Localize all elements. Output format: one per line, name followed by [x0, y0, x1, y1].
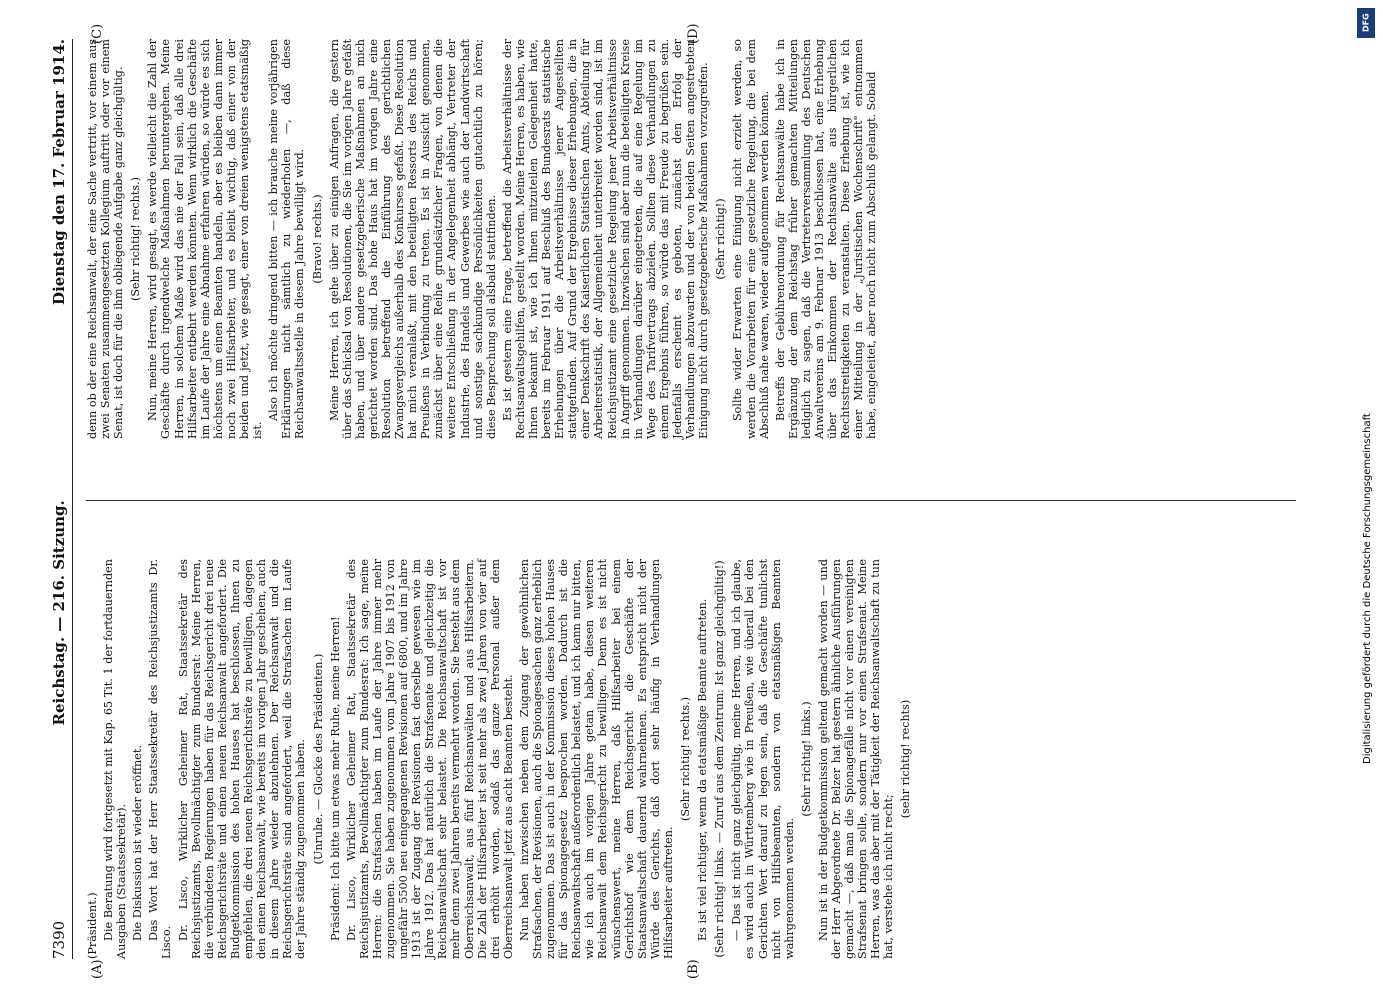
- interjection: (Sehr richtig! rechts.): [129, 176, 143, 302]
- interjection: (Sehr richtig!): [714, 198, 728, 280]
- paragraph: Sollte wider Erwarten eine Einigung nicht erzielt werden, so werden die Vorarbeiten für eine gesetzliche Regelung, die bei dem Abschluß nahe waren, wieder aufgenommen werden können.: [731, 39, 771, 439]
- paragraph: Nun, meine Herren, wird gesagt, es werde vielleicht die Zahl der Geschäfte durch irgendwelche Maßnahmen heruntergehen. Meine Herren, in solchem Maße wird das nie der Fall sein, daß alle drei Hilfsarbeiter entbehrt werden könnten. Wenn wirklich die Geschäfte im Laufe der Jahre eine Abnahme erfahren würden, so würde es sich höchstens um einen Beamten handeln, aber es bleiben dann immer noch zwei Hilfsarbeiter, und es bleibt wichtig, daß einer von der beiden und jetzt, wie gesagt, einer von dreien wenigstens etatsmäßig ist.: [146, 39, 265, 439]
- interjection: (sehr richtig! rechts): [899, 699, 913, 819]
- paragraph: Die Diskussion ist wieder eröffnet.: [131, 745, 145, 941]
- dfg-logo: DFG: [1357, 8, 1375, 38]
- page-number: 7390: [50, 920, 68, 959]
- paragraph: Das Wort hat der Herr Staatssekretär des Reichsjustizamts Dr. Lisco.: [147, 559, 174, 959]
- paragraph: — Das ist nicht ganz gleichgültig, meine Herren, und ich glaube, es wird auch in Württemberg wie in Preußen, wie überall bei den Gerichten Wert darauf zu legen sein, daß die Geschäfte tunlichst nicht von Hilfsbeamten, sondern von etatsmäßigen Beamten wahrgenommen werden.: [730, 559, 796, 959]
- marker-b: (B): [686, 959, 701, 979]
- paragraph: Die Beratung wird fortgesetzt mit Kap. 65 Tit. 1 der fortdauernden Ausgaben (Staatssekretär).: [102, 559, 129, 959]
- paragraph: Nun haben inzwischen neben dem Zugang der gewöhnlichen Strafsachen, der Revisionen, auch die Spionagesachen ganz erheblich zugenommen. Das ist auch in der Kommission dieses hohen Hauses für das Spionagegesetz besprochen worden. Dadurch ist die Reichsanwaltschaft außerordentlich belastet, und ich kann nur bitten, wie ich auch im vorigen Jahre getan habe, diesen weiteren Reichsanwalt dem Reichsgericht zu bewilligen. Denn es ist nicht wünschenswert, meine Herren, daß Hilfsarbeiter bei einem Gerichtshof wie dem Reichsgericht die Geschäfte der Staatsanwaltschaft dauernd wahrnehmen. Es entspricht nicht der Würde des Gerichts, daß dort sehr häufig in Verhandlungen Hilfsarbeiter auftreten.: [517, 559, 675, 959]
- paragraph: Betreffs der Gebührenordnung für Rechtsanwälte habe ich in Ergänzung der dem Reichstag früher gemachten Mitteilungen lediglich zu sagen, daß die Vertreterversammlung des Deutschen Anwaltvereins am 9. Februar 1913 beschlossen hat, eine Erhebung über das Einkommen der Rechtsanwälte aus bürgerlichen Rechtsstreitigkeiten zu veranstalten. Diese Erhebung ist, wie ich einer Mitteilung in der „Juristischen Wochenschrift" entnommen habe, eingeleitet, aber noch nicht zum Abschluß gelangt. Sobald: [773, 39, 879, 439]
- header-date: Dienstag den 17. Februar 1914.: [50, 39, 68, 305]
- paragraph: Es ist viel richtiger, wenn da etatsmäßige Beamte auftreten.: [696, 598, 710, 941]
- paragraph: Es ist gestern eine Frage, betreffend die Arbeitsverhältnisse der Rechtsanwaltsgehilfen, gestellt worden. Meine Herren, es haben, wie Ihnen bekannt ist, wie ich Ihnen mitzuteilen Gelegenheit hatte, bereits im Februar 1911 auf Beschluß des Bundesrats statistische Erhebungen über die Arbeitsverhältnisse jener Angestellten stattgefunden. Auf Grund der Ergebnisse dieser Erhebungen, die in einer Denkschrift des Kaiserlichen Statistischen Amts, Abteilung für Arbeiterstatistik, der Allgemeinheit unterbreitet worden sind, ist im Reichsjustizamt eine gesetzliche Regelung jener Arbeitsverhältnisse in Angriff genommen. Inzwischen sind aber nun die beteiligten Kreise in Verhandlungen darüber eingetreten, die auf eine Regelung im Wege des Tarifvertrags abzielen. Sollten diese Verhandlungen zu einem Ergebnis führen, so würde das mit Freude zu begrüßen sein. Jedenfalls erscheint es geboten, zunächst den Erfolg der Verhandlungen abzuwarten und der von beiden Seiten angestrebten Einigung nicht durch gesetzgeberische Maßnahmen vorzugreifen.: [500, 39, 711, 439]
- paragraph: Meine Herren, ich gehe über zu einigen Anfragen, die gestern über das Schicksal von Resolutionen, die Sie im vorigen Jahre gefaßt haben, und über andere gesetzgeberische Maßnahmen an mich gerichtet worden sind. Das hohe Haus hat im vorigen Jahre eine Resolution betreffend die Einführung des gerichtlichen Zwangsvergleichs außerhalb des Konkurses gefaßt. Diese Resolution hat mich veranlaßt, mit den beteiligten Ressorts des Reichs und Preußens in Verbindung zu treten. Es ist in Aussicht genommen, zunächst über eine Reihe grundsätzlicher Fragen, von denen die weitere Entschließung in der Angelegenheit abhängt, Vertreter der Industrie, des Handels und Gewerbes wie auch der Landwirtschaft und sonstige sachkundige Persönlichkeiten gutachtlich zu hören; diese Besprechung soll alsbald stattfinden.: [327, 39, 498, 439]
- interjection: (Sehr richtig! links. — Zuruf aus dem Zentrum: Ist ganz gleichgültig!): [713, 560, 727, 958]
- marker-d: (D): [686, 23, 701, 44]
- page-header: [46, 39, 73, 959]
- marker-c: (C): [90, 23, 105, 44]
- digitization-credit: Digitalisierung gefördert durch die Deutsche Forschungsgemeinschaft: [1362, 413, 1373, 764]
- paragraph: Nun ist in der Budgetkommission geltend gemacht worden — und der Herr Abgeordnete Dr. Belzer hat gestern ähnliche Ausführungen gemacht —, daß man die Spionagefälle nicht vor einen vereinigten Strafsenat bringen solle, sondern nur vor einen Strafsenat. Meine Herren, was das aber mit der Tätigkeit der Reichsanwaltschaft zu tun hat, verstehe ich nicht recht;: [816, 559, 896, 959]
- marker-a: (A): [90, 959, 105, 979]
- paragraph: Also ich möchte dringend bitten — ich brauche meine vorjährigen Erklärungen nicht sämtlich zu wiederholen —, daß diese Reichsanwaltsstelle in diesem Jahre bewilligt wird.: [267, 39, 307, 439]
- right-column: [86, 39, 1296, 439]
- digitization-sidebar: [1355, 8, 1377, 993]
- paragraph: Dr. Lisco, Wirklicher Geheimer Rat, Staatssekretär des Reichsjustizamts, Bevollmächtigter zum Bundesrat: Ich sage, meine Herren: die Strafsachen haben im Laufe der Jahre immer mehr zugenommen. Sie haben zugenommen vom Jahre 1907 bis 1912 von ungefähr 5500 neu eingegangenen Revisionen auf 6800, und im Jahre 1913 ist der Zugang der Revisionen fast derselbe gewesen wie im Jahre 1912. Das hat natürlich die Strafsenate und gleichzeitig die Reichsanwaltschaft sehr belastet. Die Reichsanwaltschaft ist vor mehr denn zwei Jahren bereits vermehrt worden. Sie besteht aus dem Oberreichsanwalt, aus fünf Reichsanwälten und aus Hilfsarbeitern. Die Zahl der Hilfsarbeiter ist seit mehr als zwei Jahren von vier auf drei erhöht worden, sodaß das ganze Personal außer dem Oberreichsanwalt jetzt aus acht Beamten besteht.: [344, 559, 515, 959]
- paragraph: Dr. Lisco, Wirklicher Geheimer Rat, Staatssekretär des Reichsjustizamts, Bevollmächtigter zum Bundesrat: Meine Herren, die verbündeten Regierungen haben für das Reichsgericht drei neue Reichsgerichtsräte und einen neuen Reichsanwalt angefordert. Die Budgetkommission des hohen Hauses hat beschlossen, Ihnen zu empfehlen, die drei neuen Reichsgerichtsräte zu bewilligen, dagegen den einen Reichsanwalt, wie bereits im vorigen Jahr geschehen, auch in diesem Jahre wieder abzulehnen. Der Reichsanwalt und die Reichsgerichtsräte sind angefordert, weil die Strafsachen im Laufe der Jahre ständig zugenommen haben.: [176, 559, 308, 959]
- column-divider: [86, 500, 1296, 501]
- left-column: [86, 559, 1296, 959]
- interjection: (Unruhe. — Glocke des Präsidenten.): [311, 653, 325, 865]
- paragraph: denn ob der eine Reichsanwalt, der eine Sache vertritt, vor einem aus zwei Senaten zusammengesetzten Kollegium auftritt oder vor einem Senat, ist doch für die ihm obliegende Aufgabe ganz gleichgültig.: [86, 39, 126, 439]
- interjection: (Sehr richtig! links.): [799, 701, 813, 817]
- paragraph: Präsident: Ich bitte um etwas mehr Ruhe, meine Herren!: [328, 616, 342, 941]
- interjection: (Bravo! rechts.): [310, 194, 324, 284]
- rotated-content: [46, 19, 1336, 979]
- interjection: (Sehr richtig! rechts.): [679, 696, 693, 822]
- header-title: Reichstag. — 216. Sitzung.: [50, 500, 68, 726]
- paragraph: (Präsident.): [86, 892, 99, 959]
